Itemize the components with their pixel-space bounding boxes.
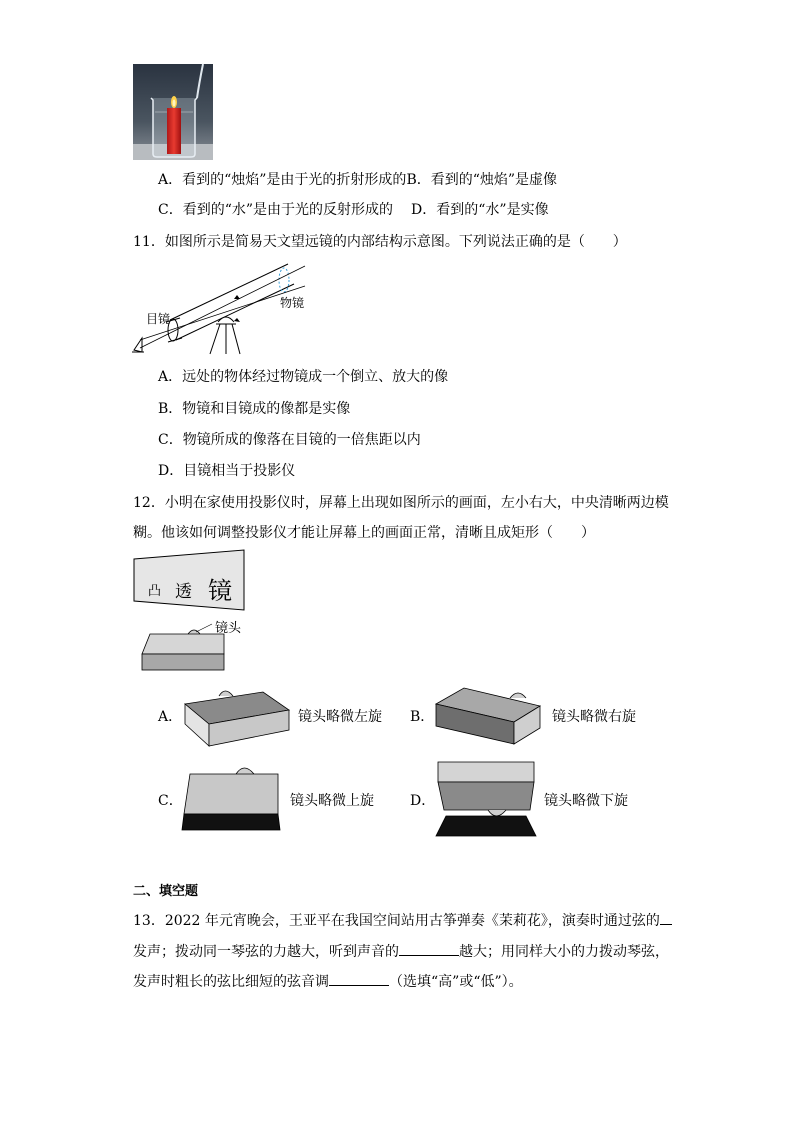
q12-option-a-figure[interactable] (183, 684, 293, 748)
q12-option-d-figure[interactable] (434, 760, 542, 840)
q10-option-b[interactable]: B．看到的“烛焰”是虚像 (406, 172, 558, 188)
q12-option-c-letter[interactable]: C． (158, 793, 183, 809)
q12-option-a-text[interactable]: 镜头略微左旋 (298, 709, 382, 725)
screen-char-1: 凸 (148, 584, 162, 599)
candle-beaker-photo (133, 64, 213, 160)
q12-option-c-text[interactable]: 镜头略微上旋 (290, 793, 374, 809)
q12-option-b-figure[interactable] (434, 684, 544, 748)
q12-stem-line2: 糊。他该如何调整投影仪才能让屏幕上的画面正常，清晰且成矩形（ ） (133, 525, 595, 541)
q13-line2-a: 发声；拨动同一琴弦的力越大，听到声音的 (133, 944, 399, 960)
q13-blank-2[interactable] (399, 941, 459, 956)
q11-option-c[interactable]: C．物镜所成的像落在目镜的一倍焦距以内 (158, 432, 421, 448)
q12-option-d-letter[interactable]: D． (410, 793, 436, 809)
q11-option-a[interactable]: A．远处的物体经过物镜成一个倒立、放大的像 (158, 369, 449, 385)
q10-option-a[interactable]: A．看到的“烛焰”是由于光的折射形成的 (158, 172, 407, 188)
q10-option-c[interactable]: C．看到的“水”是由于光的反射形成的 (158, 202, 394, 218)
section-title: 二、填空题 (133, 884, 199, 899)
q11-option-d[interactable]: D．目镜相当于投影仪 (158, 463, 296, 479)
q12-option-c-figure[interactable] (176, 760, 284, 832)
q12-option-a-letter[interactable]: A． (158, 709, 183, 725)
q12-option-d-text[interactable]: 镜头略微下旋 (544, 793, 628, 809)
q12-option-b-text[interactable]: 镜头略微右旋 (552, 709, 636, 725)
label-eyepiece: 目镜 (146, 312, 171, 326)
screen-char-2: 透 (175, 582, 192, 602)
screen-char-3: 镜 (208, 577, 232, 605)
label-lens: 镜头 (215, 621, 242, 636)
q13-line2-b: 越大；用同样大小的力拨动琴弦， (459, 944, 669, 960)
label-objective: 物镜 (280, 296, 305, 310)
q11-option-b[interactable]: B．物镜和目镜成的像都是实像 (158, 401, 351, 417)
q13-blank-1[interactable] (660, 910, 672, 925)
q13-line3-a: 发声时粗长的弦比细短的弦音调 (133, 974, 329, 990)
q13-line3-b: （选填“高”或“低”）。 (389, 974, 523, 990)
q13-blank-3[interactable] (329, 971, 389, 986)
q12-stem-line1: 12．小明在家使用投影仪时，屏幕上出现如图所示的画面，左小右大，中央清晰两边模 (133, 495, 669, 511)
q13-line1: 13．2022 年元宵晚会，王亚平在我国空间站用古筝弹奏《茉莉花》，演奏时通过弦的 (133, 913, 660, 929)
q12-option-b-letter[interactable]: B． (410, 709, 435, 725)
q10-option-d[interactable]: D．看到的“水”是实像 (411, 202, 549, 218)
q11-stem: 11．如图所示是简易天文望远镜的内部结构示意图。下列说法正确的是（ ） (133, 234, 627, 250)
